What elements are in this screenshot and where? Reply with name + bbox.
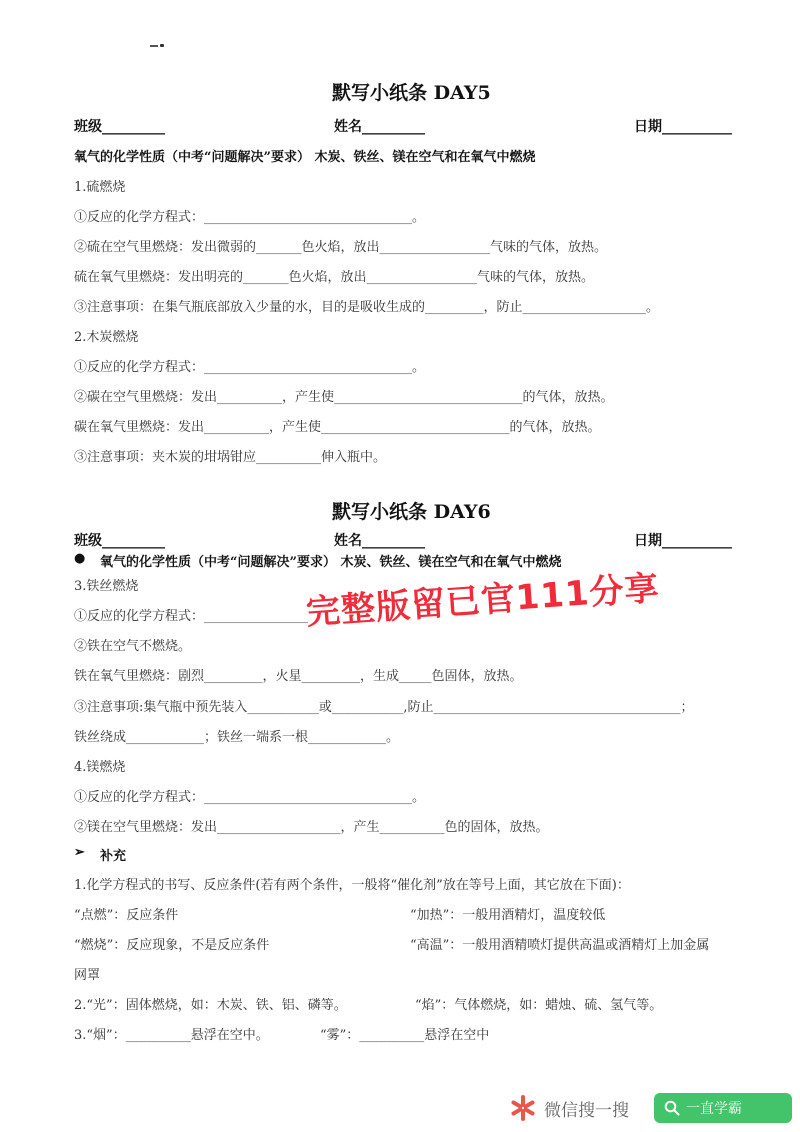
- day5-line: 碳在氧气里燃烧：发出__________，产生使_____________________________的气体，放热。: [74, 420, 601, 435]
- day6-line: ①反应的化学方程式：________________: [74, 609, 309, 624]
- day6-topic: 氧气的化学性质（中考“问题解决”要求） 木炭、铁丝、镁在空气和在氧气中燃烧: [100, 555, 562, 570]
- day6-bullet: ●: [74, 551, 86, 566]
- day6-title: 默写小纸条 DAY6: [332, 501, 491, 523]
- day5-line: ①反应的化学方程式：________________________________。: [74, 210, 426, 225]
- scan-mark: [150, 44, 164, 48]
- magnifier-icon: [664, 1100, 680, 1116]
- day6-line: 3.铁丝燃烧: [74, 579, 139, 594]
- supplement-heading: 补充: [100, 849, 127, 864]
- day6-line: 4.镁燃烧: [74, 760, 126, 775]
- supplement-line: “加热”：一般用酒精灯，温度较低: [410, 908, 606, 923]
- supplement-arrow: ➢: [74, 845, 85, 860]
- day5-date-field: 日期__________: [634, 119, 732, 135]
- wechat-search-button-label: 一直学霸: [686, 1101, 742, 1117]
- day6-line: 铁丝绕成____________；铁丝一端系一根____________。: [74, 730, 400, 745]
- day6-line: ②镁在空气里燃烧：发出___________________，产生__________色的固体，放热。: [74, 820, 549, 835]
- day5-title: 默写小纸条 DAY5: [332, 82, 491, 104]
- day5-topic: 氧气的化学性质（中考“问题解决”要求） 木炭、铁丝、镁在空气和在氧气中燃烧: [74, 150, 536, 165]
- wechat-search-button[interactable]: [654, 1093, 792, 1123]
- day6-line: ③注意事项:集气瓶中预先装入___________或___________,防止______________________________________；: [74, 700, 694, 715]
- day6-class-field: 班级_________: [74, 533, 165, 549]
- supplement-line: 2.“光”：固体燃烧，如：木炭、铁、铝、磷等。: [74, 998, 347, 1013]
- day5-line: ③注意事项：在集气瓶底部放入少量的水，目的是吸收生成的_________，防止___________________。: [74, 300, 660, 315]
- wechat-search-icon: [510, 1095, 536, 1121]
- wechat-search-label: 微信搜一搜: [544, 1100, 629, 1121]
- supplement-line: “焰”：气体燃烧，如：蜡烛、硫、氢气等。: [415, 998, 663, 1013]
- day5-line: 2.木炭燃烧: [74, 330, 139, 345]
- day6-name-field: 姓名_________: [334, 533, 425, 549]
- day5-class-field: 班级_________: [74, 119, 165, 135]
- day6-line: 铁在氧气里燃烧：剧烈_________，火星_________，生成_____色固体，放热。: [74, 669, 523, 684]
- day5-line: 硫在氧气里燃烧：发出明亮的_______色火焰，放出_________________气味的气体，放热。: [74, 270, 595, 285]
- day5-line: 1.硫燃烧: [74, 180, 126, 195]
- supplement-line: “燃烧”：反应现象，不是反应条件: [74, 938, 270, 953]
- wechat-search-banner[interactable]: [510, 1090, 629, 1126]
- supplement-line: 1.化学方程式的书写、反应条件(若有两个条件，一般将“催化剂”放在等号上面，其它放在下面)：: [74, 878, 630, 893]
- supplement-line: “高温”：一般用酒精喷灯提供高温或酒精灯上加金属: [410, 938, 710, 953]
- day5-name-field: 姓名_________: [334, 119, 425, 135]
- supplement-line: “点燃”：反应条件: [74, 908, 179, 923]
- day5-line: ③注意事项：夹木炭的坩埚钳应__________伸入瓶中。: [74, 450, 387, 465]
- day5-line: ②硫在空气里燃烧：发出微弱的_______色火焰，放出_________________气味的气体，放热。: [74, 240, 608, 255]
- day6-date-field: 日期__________: [634, 533, 732, 549]
- supplement-line: 网罩: [74, 968, 101, 983]
- supplement-line: 3.“烟”：__________悬浮在空中。: [74, 1028, 269, 1043]
- supplement-line: “雾”：__________悬浮在空中: [320, 1028, 490, 1043]
- day6-line: ②铁在空气不燃烧。: [74, 639, 192, 654]
- day5-line: ①反应的化学方程式：________________________________。: [74, 360, 426, 375]
- day5-line: ②碳在空气里燃烧：发出__________，产生使_____________________________的气体，放热。: [74, 390, 614, 405]
- day6-line: ①反应的化学方程式：________________________________。: [74, 790, 426, 805]
- overlay-watermark-text: 完整版留已官111分享: [304, 568, 661, 633]
